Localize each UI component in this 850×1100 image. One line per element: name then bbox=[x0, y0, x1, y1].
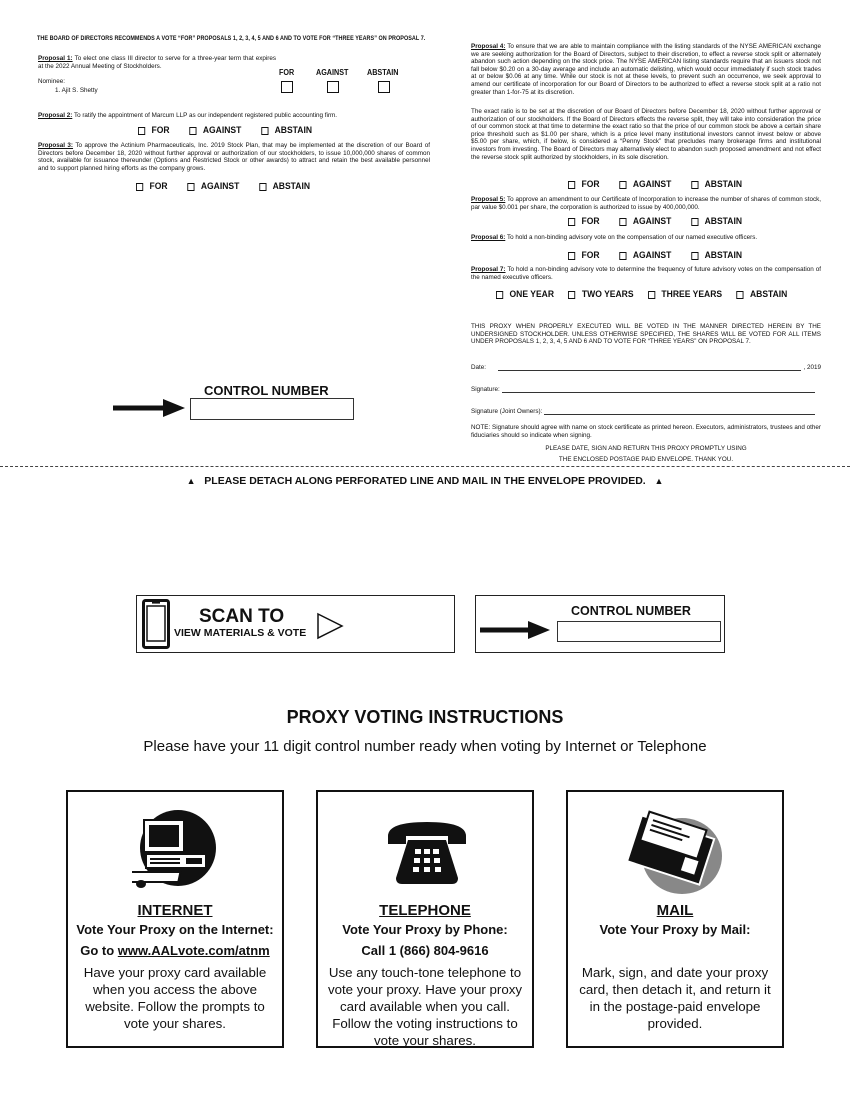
nominee-label: Nominee: bbox=[38, 78, 65, 85]
telephone-card bbox=[316, 790, 534, 1048]
signature-field[interactable] bbox=[502, 392, 815, 393]
nominee-name: 1. Ajit S. Shetty bbox=[55, 87, 98, 94]
p7-two-years-checkbox[interactable] bbox=[568, 291, 575, 299]
instructions-subtitle: Please have your 11 digit control number ready when voting by Internet or Telephone bbox=[143, 738, 707, 755]
scan-to-label: SCAN TO bbox=[199, 606, 285, 627]
proposal-4-text: To ensure that we are able to maintain compliance with the listing standards of the NYSE AMERICAN exchange we are seeking authorization for the Board of Directors, subject to their discretion, to effect a reverse stock split or alternately abandon such action depending on the stock price. The NYSE AMERICAN listing standards require that an issuers stock not fall below $0.20 on a 30-day average and include an automatic delisting, which would occur immediately if such stock trades at or below $0.06 at any time. While our stock is not at these levels, to prevent such an occurrence, we seek approval to amend our certificate of incorporation for our Board of Directors to be authorized to effect a reverse stock split at a ratio not greater than 1-for-75 at its discretion. bbox=[471, 43, 821, 96]
internet-line2: Go to www.AALvote.com/atnm bbox=[80, 943, 270, 958]
p7-one-year-checkbox[interactable] bbox=[496, 291, 503, 299]
board-recommendation: THE BOARD OF DIRECTORS RECOMMENDS A VOTE “FOR” PROPOSALS 1, 2, 3, 4, 5 AND 6 AND TO VOTE FOR “THREE YEARS” ON PROPOSAL 7. bbox=[37, 35, 426, 42]
p7-abstain-checkbox[interactable] bbox=[736, 291, 743, 299]
proposal-1-text: To elect one class III director to serve for a three-year term that expires at the 2022 Annual Meeting of Stockholders. bbox=[38, 55, 276, 70]
p1-col-abstain: ABSTAIN bbox=[367, 68, 399, 77]
proposal-6-title: Proposal 6: bbox=[471, 234, 506, 241]
arrow-right-icon bbox=[480, 620, 550, 640]
proposal-3 bbox=[38, 142, 430, 172]
arrow-right-icon bbox=[113, 398, 185, 418]
control-number-title: CONTROL NUMBER bbox=[204, 383, 329, 398]
mail-card bbox=[566, 790, 784, 1048]
internet-line1: Vote Your Proxy on the Internet: bbox=[76, 922, 274, 937]
proposal-5-text: To approve an amendment to our Certificate of Incorporation to increase the number of shares of common stock, par value $0.001 per share, the corporation is authorized to issue by 400,000,000. bbox=[471, 196, 822, 211]
p4-options bbox=[568, 179, 762, 190]
p5-for-checkbox[interactable] bbox=[568, 218, 575, 226]
p6-abstain[interactable]: ABSTAIN bbox=[691, 250, 742, 261]
perforated-line bbox=[0, 466, 850, 467]
mail-body: Mark, sign, and date your proxy card, then detach it, and return it in the postage-paid envelope provided. bbox=[579, 965, 771, 1031]
p2-for[interactable]: FOR bbox=[138, 125, 170, 136]
proposal-6 bbox=[471, 234, 821, 242]
p4-abstain[interactable]: ABSTAIN bbox=[691, 179, 742, 190]
telephone-body: Use any touch-tone telephone to vote your proxy. Have your proxy card available when you call. Follow the voting instructions to vote your shares. bbox=[327, 965, 523, 1048]
control-number-box bbox=[190, 398, 354, 420]
smartphone-icon bbox=[142, 599, 170, 649]
proposal-2 bbox=[38, 112, 428, 120]
internet-title: INTERNET bbox=[137, 902, 213, 919]
p6-against[interactable]: AGAINST bbox=[619, 250, 671, 261]
proposal-2-title: Proposal 2: bbox=[38, 112, 73, 119]
p2-against-checkbox[interactable] bbox=[189, 127, 196, 135]
proposal-7-title: Proposal 7: bbox=[471, 266, 506, 273]
p7-three-years-checkbox[interactable] bbox=[648, 291, 655, 299]
triangle-up-icon: ▲ bbox=[186, 476, 196, 486]
proposal-7-text: To hold a non-binding advisory vote to determine the frequency of future advisory votes on the compensation of the named executive officers. bbox=[471, 266, 822, 281]
p1-col-against: AGAINST bbox=[316, 68, 349, 77]
signature-joint-field[interactable] bbox=[544, 414, 815, 415]
telephone-icon bbox=[384, 818, 470, 888]
p7-one-year[interactable]: ONE YEAR bbox=[496, 289, 554, 300]
internet-body: Have your proxy card available when you access the above website. Follow the prompts to vote your shares. bbox=[83, 965, 267, 1031]
p2-options bbox=[138, 125, 332, 136]
p6-against-checkbox[interactable] bbox=[619, 252, 626, 260]
triangle-up-icon: ▲ bbox=[654, 476, 664, 486]
p3-against[interactable]: AGAINST bbox=[187, 181, 239, 192]
proposal-6-text: To hold a non-binding advisory vote on the compensation of our named executive officers. bbox=[506, 234, 758, 241]
computer-icon bbox=[132, 808, 220, 892]
mail-line1: Vote Your Proxy by Mail: bbox=[599, 922, 751, 937]
telephone-title: TELEPHONE bbox=[379, 902, 471, 919]
instructions-title: PROXY VOTING INSTRUCTIONS bbox=[286, 707, 564, 727]
p6-for[interactable]: FOR bbox=[568, 250, 600, 261]
proposal-1 bbox=[38, 55, 276, 70]
p4-against-checkbox[interactable] bbox=[619, 181, 626, 189]
proposal-1-title: Proposal 1: bbox=[38, 55, 73, 62]
p3-for-checkbox[interactable] bbox=[136, 183, 143, 191]
play-arrow-icon bbox=[316, 612, 344, 640]
proposal-5 bbox=[471, 196, 821, 211]
p5-abstain[interactable]: ABSTAIN bbox=[691, 216, 742, 227]
p3-abstain-checkbox[interactable] bbox=[259, 183, 266, 191]
p6-abstain-checkbox[interactable] bbox=[691, 252, 698, 260]
p3-options bbox=[136, 181, 330, 192]
signature-row: Signature: bbox=[471, 386, 821, 394]
p1-abstain-checkbox[interactable] bbox=[378, 81, 390, 93]
p4-against[interactable]: AGAINST bbox=[619, 179, 671, 190]
p1-against-checkbox[interactable] bbox=[327, 81, 339, 93]
proposal-4-continued: The exact ratio is to be set at the discretion of our Board of Directors before December 18, 2020 without further approval or authorization of our stockholders. If the Board of Directors effects the reverse split, they will take into consideration the price of our common stock at that time to determine the exact ratio so that the price of our common stock be above a certain share price threshold such as $1.00 per share, which is a price level many institutional investors cannot invest below or above $5.00 per share, which, if below, is considered a “Penny Stock” that precludes many brokerage firms and institutional investors from investing. The Board of Directors may alternatively elect to abandon such proposed amendment and not effect the reverse stock split authorized by stockholders, in its sole discretion. bbox=[471, 108, 821, 161]
date-field[interactable] bbox=[498, 370, 801, 371]
p6-for-checkbox[interactable] bbox=[568, 252, 575, 260]
scan-panel bbox=[136, 595, 455, 653]
return-line-2: THE ENCLOSED POSTAGE PAID ENVELOPE. THANK YOU. bbox=[558, 456, 734, 463]
p2-abstain-checkbox[interactable] bbox=[261, 127, 268, 135]
p6-options bbox=[568, 250, 762, 261]
p5-against[interactable]: AGAINST bbox=[619, 216, 671, 227]
p3-against-checkbox[interactable] bbox=[187, 183, 194, 191]
p7-options bbox=[496, 289, 807, 300]
control-number-panel bbox=[475, 595, 725, 653]
p4-abstain-checkbox[interactable] bbox=[691, 181, 698, 189]
proposal-2-text: To ratify the appointment of Marcum LLP as our independent registered public accounting firm. bbox=[73, 112, 338, 119]
proposal-3-text: To approve the Actinium Pharmaceuticals, Inc. 2019 Stock Plan, that may be implemented at the discretion of our Board of Directors before December 18, 2020 without further approval or authorization of our stockholders, to issue 10,000,000 shares of common stock, available for issuance thereunder (Options and Restricted Stock or other awards) to attract and retain the best available personnel and to support planned hiring efforts as the company grows. bbox=[38, 142, 430, 172]
p2-for-checkbox[interactable] bbox=[138, 127, 145, 135]
return-line-1: PLEASE DATE, SIGN AND RETURN THIS PROXY PROMPTLY USING bbox=[545, 445, 747, 452]
p5-for[interactable]: FOR bbox=[568, 216, 600, 227]
internet-link[interactable]: www.AALvote.com/atnm bbox=[117, 943, 270, 958]
p2-abstain[interactable]: ABSTAIN bbox=[261, 125, 312, 136]
signature-note: NOTE: Signature should agree with name on stock certificate as printed hereon. Executors, administrators, trustees and other fiduciaries should so indicate when signing. bbox=[471, 424, 822, 439]
p5-against-checkbox[interactable] bbox=[619, 218, 626, 226]
proposal-4 bbox=[471, 43, 821, 96]
telephone-line2: Call 1 (866) 804-9616 bbox=[361, 943, 489, 958]
p1-for-checkbox[interactable] bbox=[281, 81, 293, 93]
proposal-7 bbox=[471, 266, 821, 281]
scan-sub-label: VIEW MATERIALS & VOTE bbox=[174, 627, 307, 639]
p4-for-checkbox[interactable] bbox=[568, 181, 575, 189]
signature-joint-row: Signature (Joint Owners): bbox=[471, 408, 821, 416]
p3-abstain[interactable]: ABSTAIN bbox=[259, 181, 310, 192]
p7-two-years[interactable]: TWO YEARS bbox=[568, 289, 633, 300]
p7-abstain[interactable]: ABSTAIN bbox=[736, 289, 787, 300]
date-row: Date: , 2019 bbox=[471, 364, 821, 371]
telephone-line1: Vote Your Proxy by Phone: bbox=[342, 922, 508, 937]
p2-against[interactable]: AGAINST bbox=[189, 125, 241, 136]
proposal-3-title: Proposal 3: bbox=[38, 142, 74, 149]
p5-abstain-checkbox[interactable] bbox=[691, 218, 698, 226]
mail-title: MAIL bbox=[656, 902, 694, 919]
internet-card bbox=[66, 790, 284, 1048]
control-number-title-lower: CONTROL NUMBER bbox=[571, 604, 691, 618]
p5-options bbox=[568, 216, 762, 227]
detach-instruction: ▲ PLEASE DETACH ALONG PERFORATED LINE AND MAIL IN THE ENVELOPE PROVIDED. ▲ bbox=[186, 475, 664, 487]
p7-three-years[interactable]: THREE YEARS bbox=[648, 289, 722, 300]
envelope-icon bbox=[624, 808, 724, 896]
proposal-5-title: Proposal 5: bbox=[471, 196, 506, 203]
control-number-box-lower bbox=[557, 621, 721, 642]
proposal-4-title: Proposal 4: bbox=[471, 43, 506, 50]
proxy-note: THIS PROXY WHEN PROPERLY EXECUTED WILL BE VOTED IN THE MANNER DIRECTED HEREIN BY THE UNDERSIGNED STOCKHOLDER. UNLESS OTHERWISE SPECIFIED, THE SHARES WILL BE VOTED FOR ALL ITEMS UNDER PROPOSALS 1, 2, 3, 4, 5 AND 6 AND TO VOTE FOR “THREE YEARS” ON PROPOSAL 7. bbox=[471, 323, 821, 346]
p3-for[interactable]: FOR bbox=[136, 181, 168, 192]
p4-for[interactable]: FOR bbox=[568, 179, 600, 190]
p1-col-for: FOR bbox=[279, 68, 295, 77]
